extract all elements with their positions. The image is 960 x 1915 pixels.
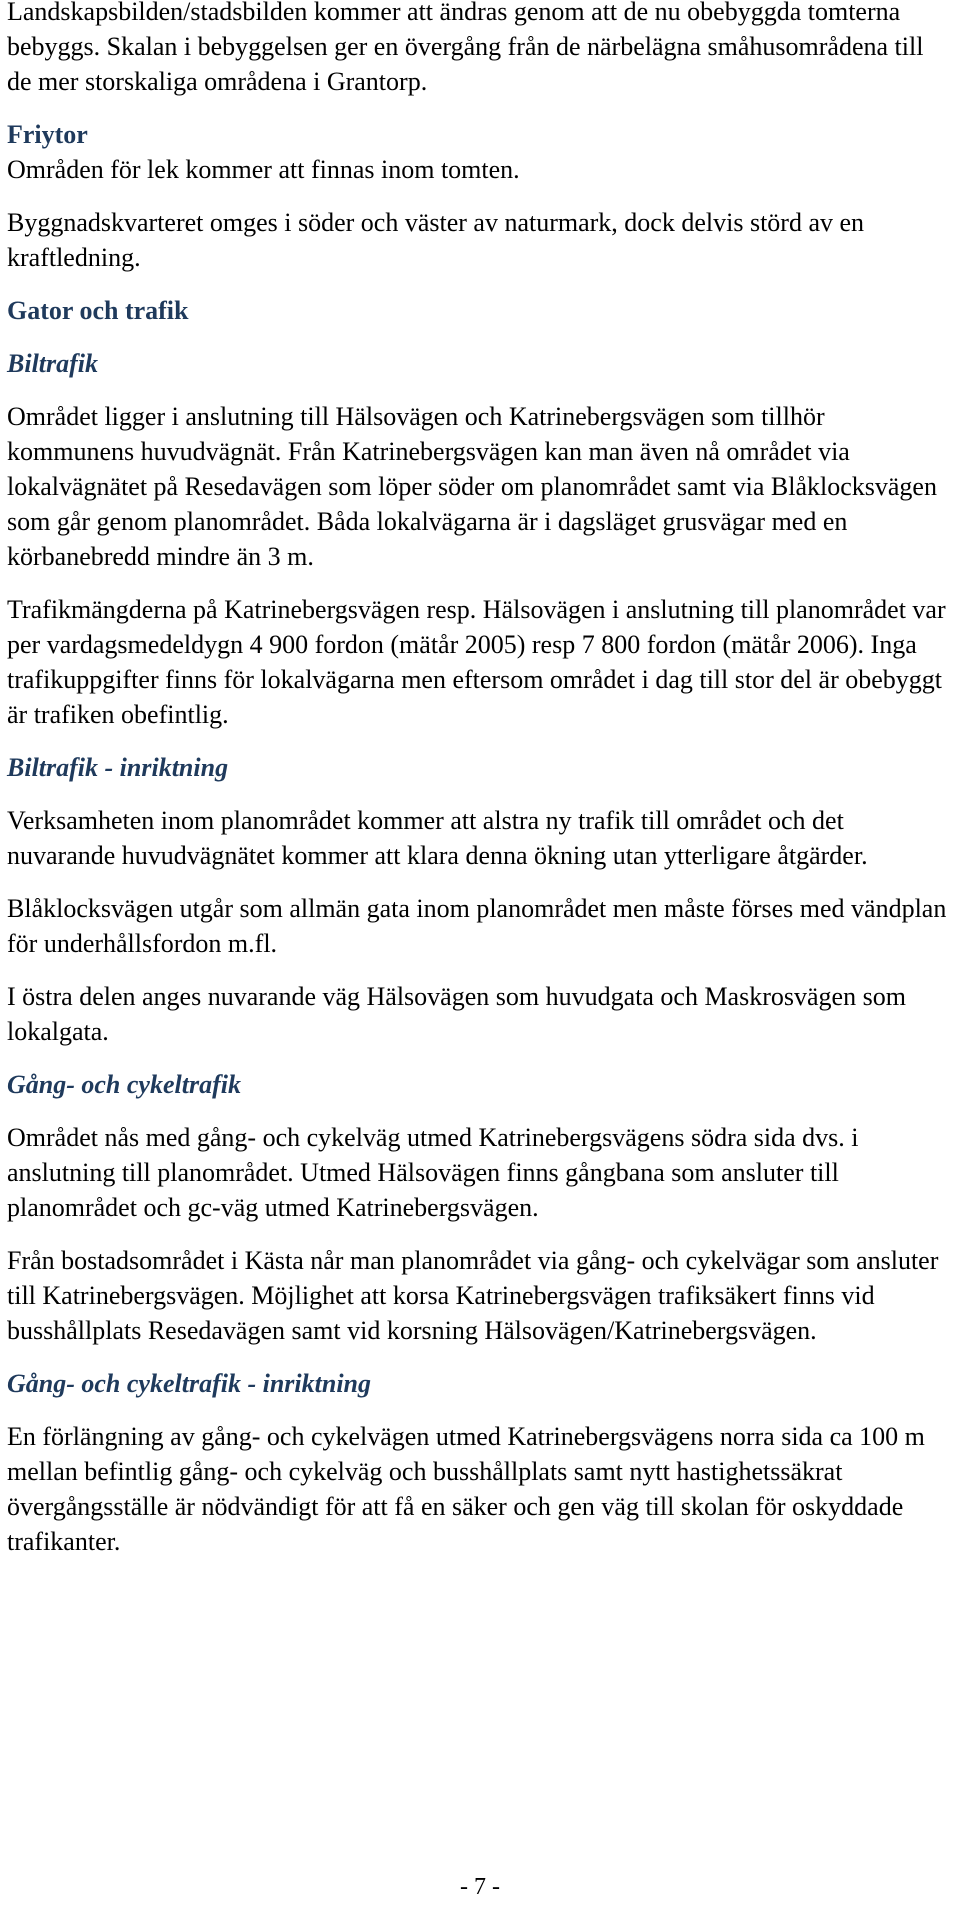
paragraph-biltrafik-1: Området ligger i anslutning till Hälsovägen och Katrinebergsvägen som tillhör kommunens huvudvägnät. Från Katrinebergsvägen kan man även nå området via lokalvägnätet på Resedavägen som löper söder om planområdet samt via Blåklocksvägen som går genom planområdet. Båda lokalvägarna är i dagsläget grusvägar med en körbanebredd mindre än 3 m. — [7, 402, 937, 571]
document-page — [7, 0, 947, 1559]
paragraph-friytor-1: Områden för lek kommer att finnas inom tomten. — [7, 155, 520, 184]
paragraph-intro: Landskapsbilden/stadsbilden kommer att ändras genom att de nu obebyggda tomterna bebyggs. Skalan i bebyggelsen ger en övergång från de närbelägna småhusområdena till de mer storskaliga områdena i Grantorp. — [7, 0, 924, 96]
heading-gang-och-cykeltrafik-inriktning: Gång- och cykeltrafik - inriktning — [7, 1369, 372, 1398]
paragraph-biltrafik-inriktning-1: Verksamheten inom planområdet kommer att alstra ny trafik till området och det nuvarande huvudvägnätet kommer att klara denna ökning utan ytterligare åtgärder. — [7, 806, 868, 870]
heading-friytor: Friytor — [7, 120, 88, 149]
paragraph-gang-2: Från bostadsområdet i Kästa når man planområdet via gång- och cykelvägar som ansluter till Katrinebergsvägen. Möjlighet att korsa Katrinebergsvägen trafiksäkert finns vid busshållplats Resedavägen samt vid korsning Hälsovägen/Katrinebergsvägen. — [7, 1246, 939, 1345]
paragraph-biltrafik-inriktning-3: I östra delen anges nuvarande väg Hälsovägen som huvudgata och Maskrosvägen som lokalgata. — [7, 982, 906, 1046]
paragraph-gang-inriktning-1: En förlängning av gång- och cykelvägen utmed Katrinebergsvägens norra sida ca 100 m mellan befintlig gång- och cykelväg och busshållplats samt nytt hastighetssäkrat övergångsställe är nödvändigt för att få en säker och gen väg till skolan för oskyddade trafikanter. — [7, 1422, 925, 1556]
heading-gang-och-cykeltrafik: Gång- och cykeltrafik — [7, 1070, 241, 1099]
paragraph-biltrafik-inriktning-2: Blåklocksvägen utgår som allmän gata inom planområdet men måste förses med vändplan för underhållsfordon m.fl. — [7, 894, 947, 958]
heading-gator-och-trafik: Gator och trafik — [7, 296, 189, 325]
heading-biltrafik: Biltrafik — [7, 349, 99, 378]
paragraph-biltrafik-2: Trafikmängderna på Katrinebergsvägen resp. Hälsovägen i anslutning till planområdet var per vardagsmedeldygn 4 900 fordon (mätår 2005) resp 7 800 fordon (mätår 2006). Inga trafikuppgifter finns för lokalvägarna men eftersom området i dag till stor del är obebyggt är trafiken obefintlig. — [7, 595, 946, 729]
paragraph-friytor-2: Byggnadskvarteret omges i söder och väster av naturmark, dock delvis störd av en kraftledning. — [7, 208, 865, 272]
heading-biltrafik-inriktning: Biltrafik - inriktning — [7, 753, 229, 782]
paragraph-gang-1: Området nås med gång- och cykelväg utmed Katrinebergsvägens södra sida dvs. i anslutning till planområdet. Utmed Hälsovägen finns gångbana som ansluter till planområdet och gc-väg utmed Katrinebergsvägen. — [7, 1123, 859, 1222]
page-number: - 7 - — [460, 1874, 500, 1900]
